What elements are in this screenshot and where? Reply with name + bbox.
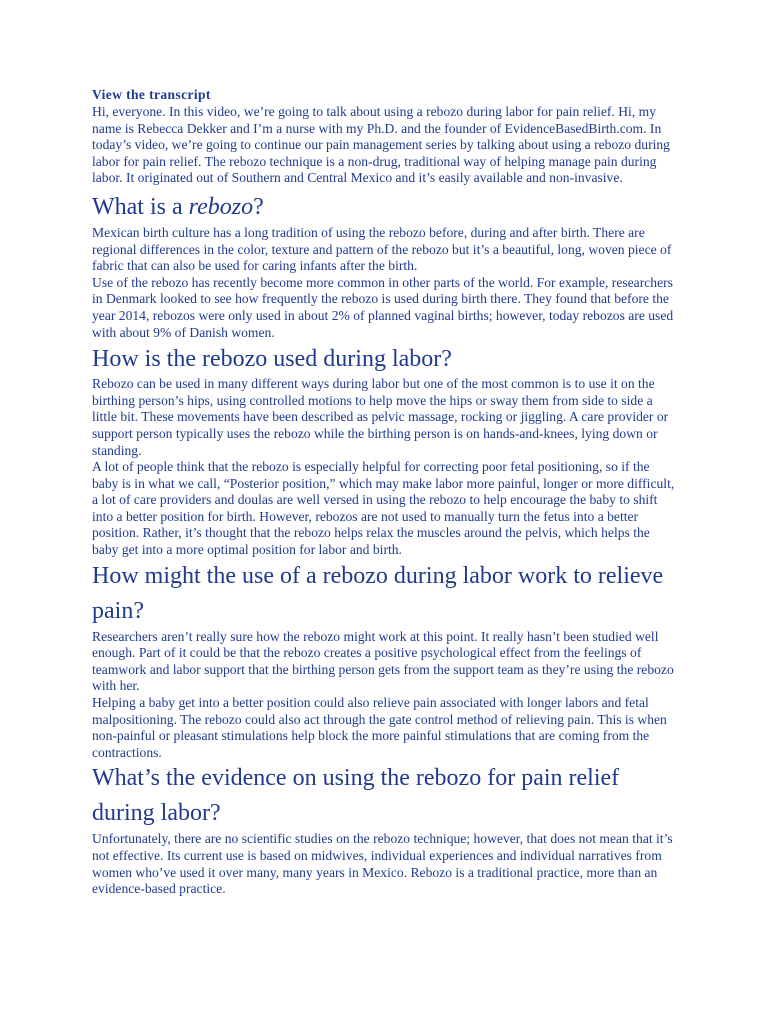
section-heading-evidence: What’s the evidence on using the rebozo for pain relief during labor? [92, 765, 620, 827]
heading-punctuation: ? [253, 193, 264, 220]
heading-emphasis: rebozo [188, 193, 254, 220]
section-paragraph: Helping a baby get into a better position could also relieve pain associated with longer labors and fetal malpositioning. The rebozo could also act through the gate control method of relieving pain. This is when non-painful or pleasant stimulations help block the more painful stimulations that are coming from the contractions. [92, 695, 667, 760]
section-heading-what-is-rebozo [92, 189, 676, 225]
section-paragraph: Use of the rebozo has recently become more common in other parts of the world. For example, researchers in Denmark looked to see how frequently the rebozo is used during birth there. They found that before the year 2014, rebozos were only used in about 2% of planned vaginal births; however, today rebozos are used with about 9% of Danish women. [92, 274, 674, 340]
heading-text: What is a [92, 193, 189, 220]
view-transcript-link[interactable]: View the transcript [92, 87, 211, 102]
section-paragraph: Mexican birth culture has a long tradition of using the rebozo before, during and after birth. There are regional differences in the color, texture and pattern of the rebozo but it’s a beautiful, long, woven piece of fabric that can also be used for caring infants after the birth. [92, 224, 672, 274]
section-paragraph: A lot of people think that the rebozo is especially helpful for correcting poor fetal positioning, so if the baby is in what we call, “Posterior position,” which may make labor more painful, longer or more difficult, a lot of care providers and doulas are well versed in using the rebozo to help encourage the baby to shift into a better position for birth. However, rebozos are not used to manually turn the fetus into a better position. Rather, it’s thought that the rebozo helps relax the muscles around the pelvis, which helps the baby get into a more optimal position for labor and birth. [92, 459, 675, 558]
section-paragraph: Researchers aren’t really sure how the rebozo might work at this point. It really hasn’t been studied well enough. Part of it could be that the rebozo creates a positive psychological effect from the feelings of teamwork and labor support that the birthing person gets from the support team as they’re using the rebozo with her. [92, 628, 674, 694]
section-heading-how-used: How is the rebozo used during labor? [92, 346, 452, 373]
section-heading-how-relieve-pain: How might the use of a rebozo during labor work to relieve pain? [92, 562, 664, 624]
section-paragraph: Unfortunately, there are no scientific studies on the rebozo technique; however, that does not mean that it’s not effective. Its current use is based on midwives, individual experiences and individual narratives from women who’ve used it over many, many years in Mexico. Rebozo is a traditional practice, more than an evidence-based practice. [92, 831, 673, 897]
intro-paragraph: Hi, everyone. In this video, we’re going to talk about using a rebozo during labor for pain relief. Hi, my name is Rebecca Dekker and I’m a nurse with my Ph.D. and the founder of EvidenceBasedBirth.com. In today’s video, we’re going to continue our pain management series by talking about using a rebozo during labor for pain relief. The rebozo technique is a non-drug, traditional way of helping manage pain during labor. It originated out of Southern and Central Mexico and it’s easily available and non-invasive. [92, 104, 670, 186]
section-paragraph: Rebozo can be used in many different ways during labor but one of the most common is to use it on the birthing person’s hips, using controlled motions to help move the hips or sway them from side to side a little bit. These movements have been described as pelvic massage, rocking or jiggling. A care provider or support person typically uses the rebozo while the birthing person is on hands-and-knees, lying down or standing. [92, 376, 669, 458]
